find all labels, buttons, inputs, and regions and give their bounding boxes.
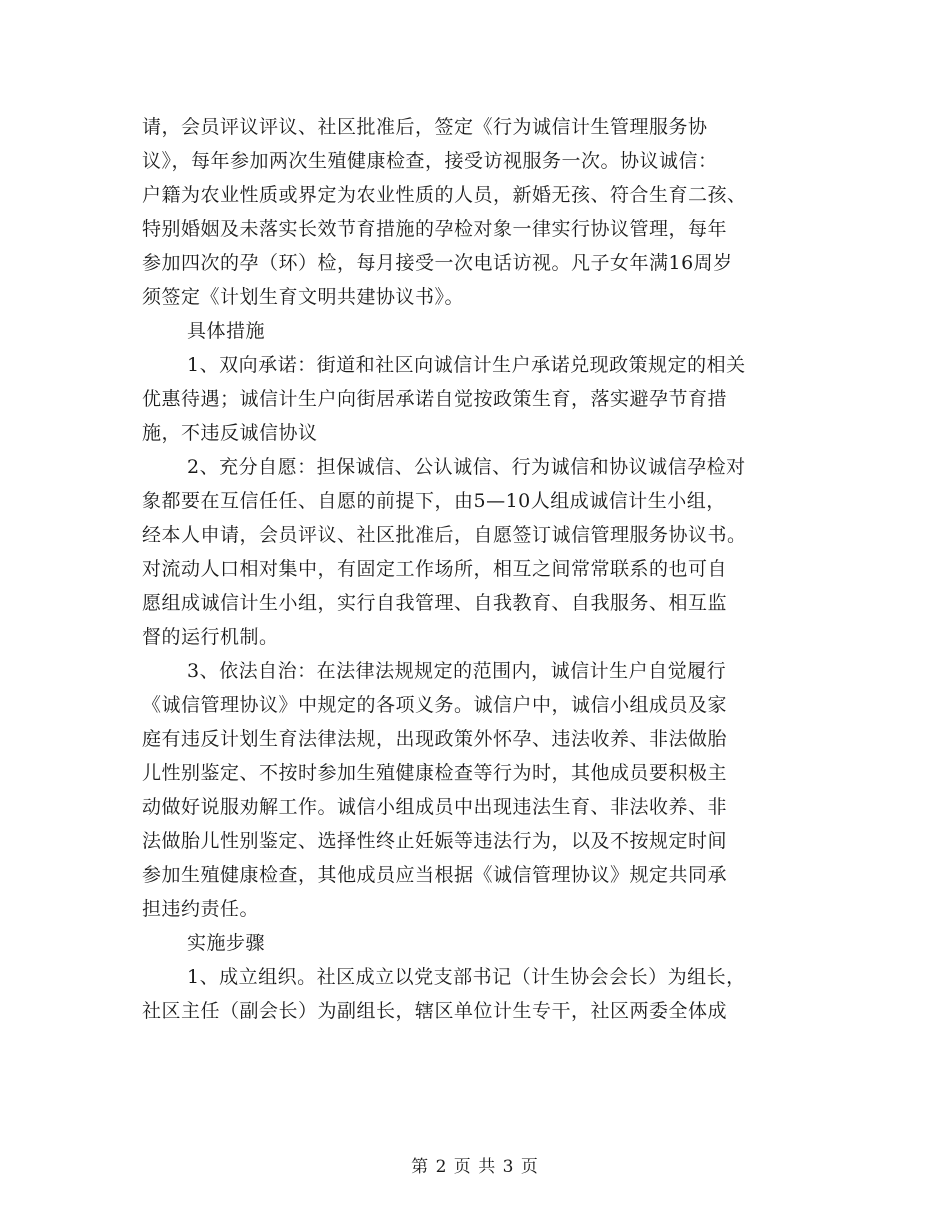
paragraph-first-line: 2、充分自愿：担保诚信、公认诚信、行为诚信和协议诚信孕检对 <box>187 456 746 478</box>
paragraph-line: 儿性别鉴定、不按时参加生殖健康检查等行为时，其他成员要积极主 <box>142 762 728 784</box>
document-body <box>142 110 814 1028</box>
paragraph-line: 担违约责任。 <box>142 898 260 920</box>
paragraph-line: 象都要在互信任任、自愿的前提下，由5—10人组成诚信计生小组， <box>142 490 726 512</box>
paragraph-line: 法做胎儿性别鉴定、选择性终止妊娠等违法行为，以及不按规定时间 <box>142 830 728 852</box>
paragraph-first-line: 3、依法自治：在法律法规规定的范围内，诚信计生户自觉履行 <box>187 660 727 682</box>
paragraph-line: 《诚信管理协议》中规定的各项义务。诚信户中，诚信小组成员及家 <box>142 694 728 716</box>
paragraph-first-line: 1、双向承诺：街道和社区向诚信计生户承诺兑现政策规定的相关 <box>187 354 746 376</box>
paragraph-line: 社区主任（副会长）为副组长，辖区单位计生专干，社区两委全体成 <box>142 1000 728 1022</box>
paragraph-line: 参加四次的孕（环）检，每月接受一次电话访视。凡子女年满16周岁 <box>142 252 733 274</box>
paragraph-line: 议》，每年参加两次生殖健康检查，接受访视服务一次。协议诚信： <box>142 150 718 172</box>
paragraph-line: 动做好说服劝解工作。诚信小组成员中出现违法生育、非法收养、非 <box>142 796 728 818</box>
page-footer: 第 2 页 共 3 页 <box>411 1157 539 1177</box>
paragraph-line: 参加生殖健康检查，其他成员应当根据《诚信管理协议》规定共同承 <box>142 864 728 886</box>
paragraph-line: 特别婚姻及未落实长效节育措施的孕检对象一律实行协议管理，每年 <box>142 218 728 240</box>
paragraph-line: 请，会员评议评议、社区批准后，签定《行为诚信计生管理服务协 <box>142 116 708 138</box>
paragraph-first-line: 具体措施 <box>187 320 266 342</box>
paragraph-line: 须签定《计划生育文明共建协议书》。 <box>142 286 465 308</box>
paragraph-line: 对流动人口相对集中，有固定工作场所，相互之间常常联系的也可自 <box>142 558 728 580</box>
paragraph-line: 庭有违反计划生育法律法规，出现政策外怀孕、违法收养、非法做胎 <box>142 728 728 750</box>
paragraph-first-line: 1、成立组织。社区成立以党支部书记（计生协会会长）为组长， <box>187 966 746 988</box>
paragraph-line: 督的运行机制。 <box>142 626 279 648</box>
paragraph-line: 优惠待遇；诚信计生户向街居承诺自觉按政策生育，落实避孕节育措 <box>142 388 728 410</box>
paragraph-line: 户籍为农业性质或界定为农业性质的人员，新婚无孩、符合生育二孩、 <box>142 184 747 206</box>
paragraph-first-line: 实施步骤 <box>187 932 266 954</box>
paragraph-line: 施，不违反诚信协议 <box>142 422 318 444</box>
paragraph-line: 经本人申请，会员评议、社区批准后，自愿签订诚信管理服务协议书。 <box>142 524 747 546</box>
paragraph-line: 愿组成诚信计生小组，实行自我管理、自我教育、自我服务、相互监 <box>142 592 728 614</box>
